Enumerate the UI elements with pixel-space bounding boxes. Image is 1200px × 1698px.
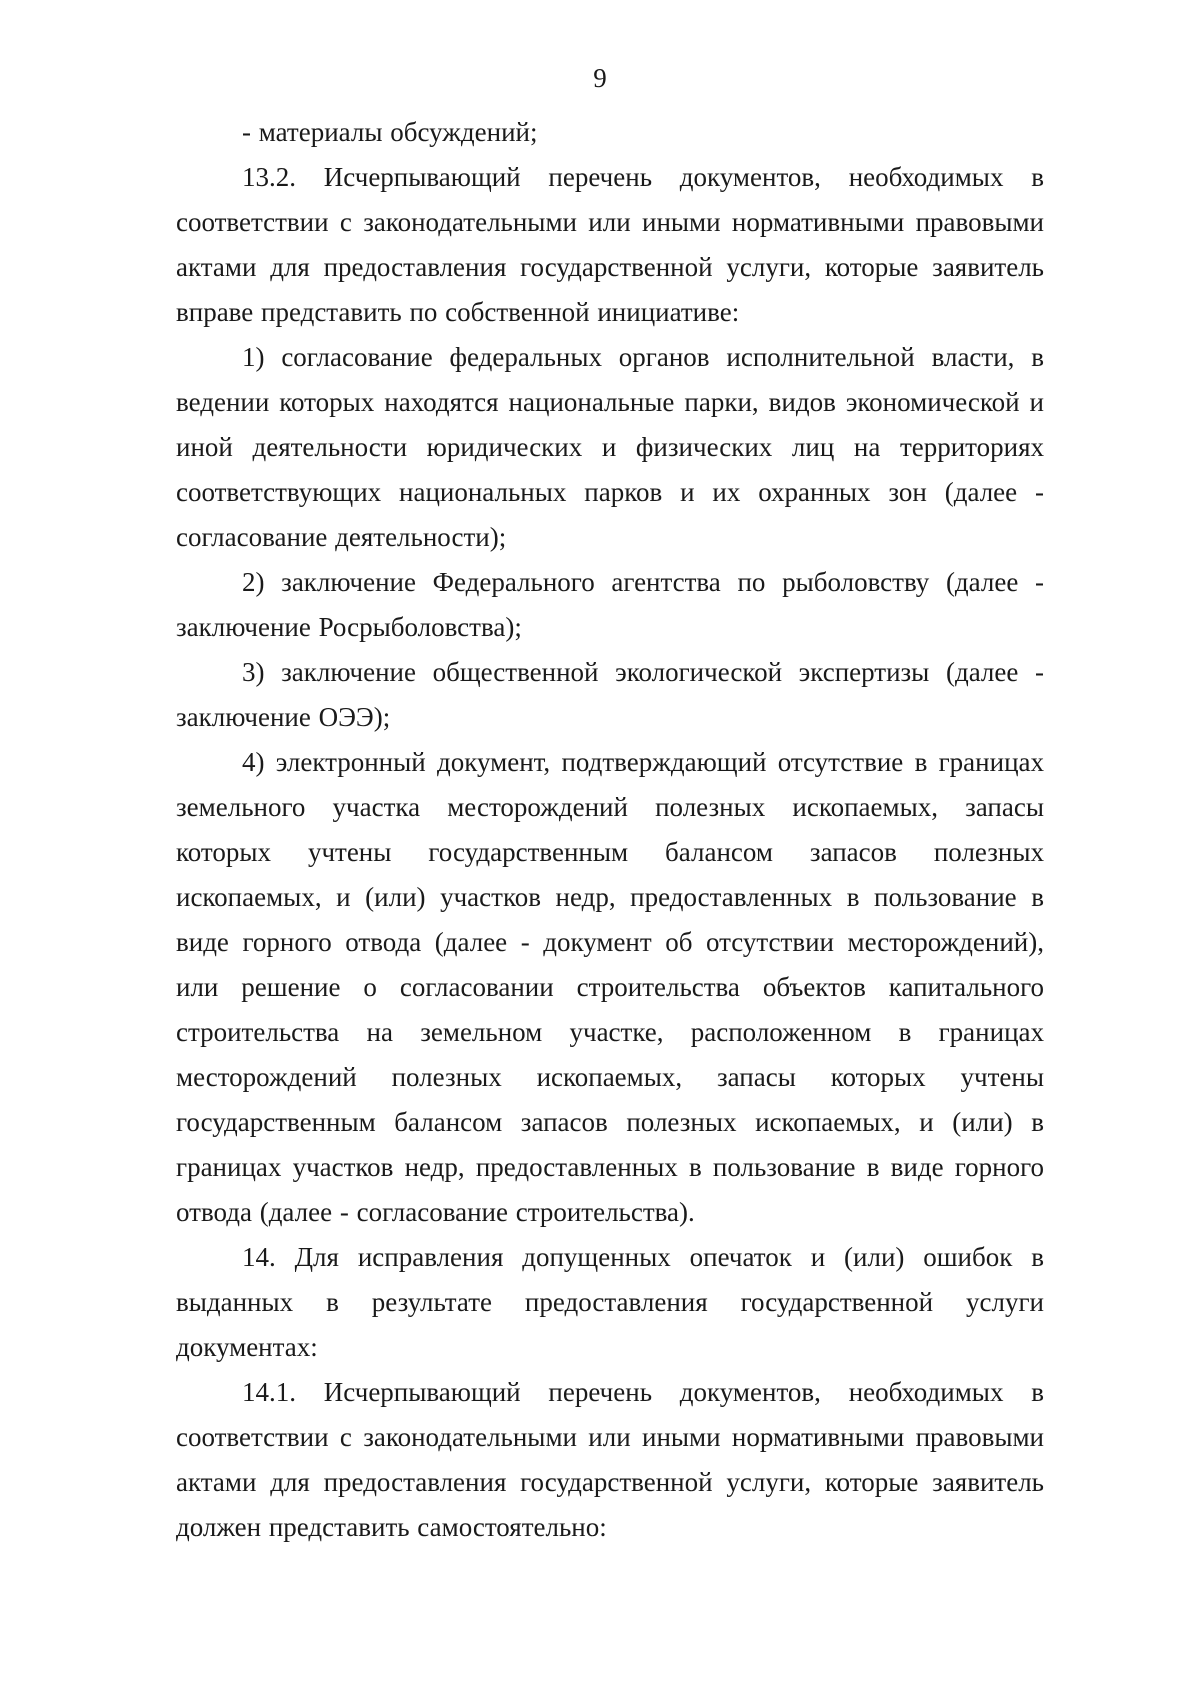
paragraph-materials: - материалы обсуждений; — [242, 117, 538, 147]
page-number: 9 — [593, 63, 607, 93]
paragraph-14: 14. Для исправления допущенных опечаток и (или) ошибок в выданных в результате предоставления государственной услуги документах: — [176, 1242, 1044, 1362]
paragraph-item-4: 4) электронный документ, подтверждающий отсутствие в границах земельного участка месторождений полезных ископаемых, запасы которых учтены государственным балансом запасов полезных ископаемых, и (или) участков недр, предоставленных в пользование в виде горного отвода (далее - документ об отсутствии месторождений), или решение о согласовании строительства объектов капитального строительства на земельном участке, расположенном в границах месторождений полезных ископаемых, запасы которых учтены государственным балансом запасов полезных ископаемых, и (или) в границах участков недр, предоставленных в пользование в виде горного отвода (далее - согласование строительства). — [176, 747, 1044, 1227]
document-body — [176, 110, 1044, 1550]
paragraph-item-3: 3) заключение общественной экологической экспертизы (далее - заключение ОЭЭ); — [176, 657, 1044, 732]
paragraph-item-2: 2) заключение Федерального агентства по рыболовству (далее - заключение Росрыболовства); — [176, 567, 1044, 642]
paragraph-14-1: 14.1. Исчерпывающий перечень документов, необходимых в соответствии с законодательными или иными нормативными правовыми актами для предоставления государственной услуги, которые заявитель должен представить самостоятельно: — [176, 1377, 1044, 1542]
paragraph-item-1: 1) согласование федеральных органов исполнительной власти, в ведении которых находятся национальные парки, видов экономической и иной деятельности юридических и физических лиц на территориях соответствующих национальных парков и их охранных зон (далее - согласование деятельности); — [176, 342, 1044, 552]
paragraph-13-2: 13.2. Исчерпывающий перечень документов, необходимых в соответствии с законодательными или иными нормативными правовыми актами для предоставления государственной услуги, которые заявитель вправе представить по собственной инициативе: — [176, 162, 1044, 327]
